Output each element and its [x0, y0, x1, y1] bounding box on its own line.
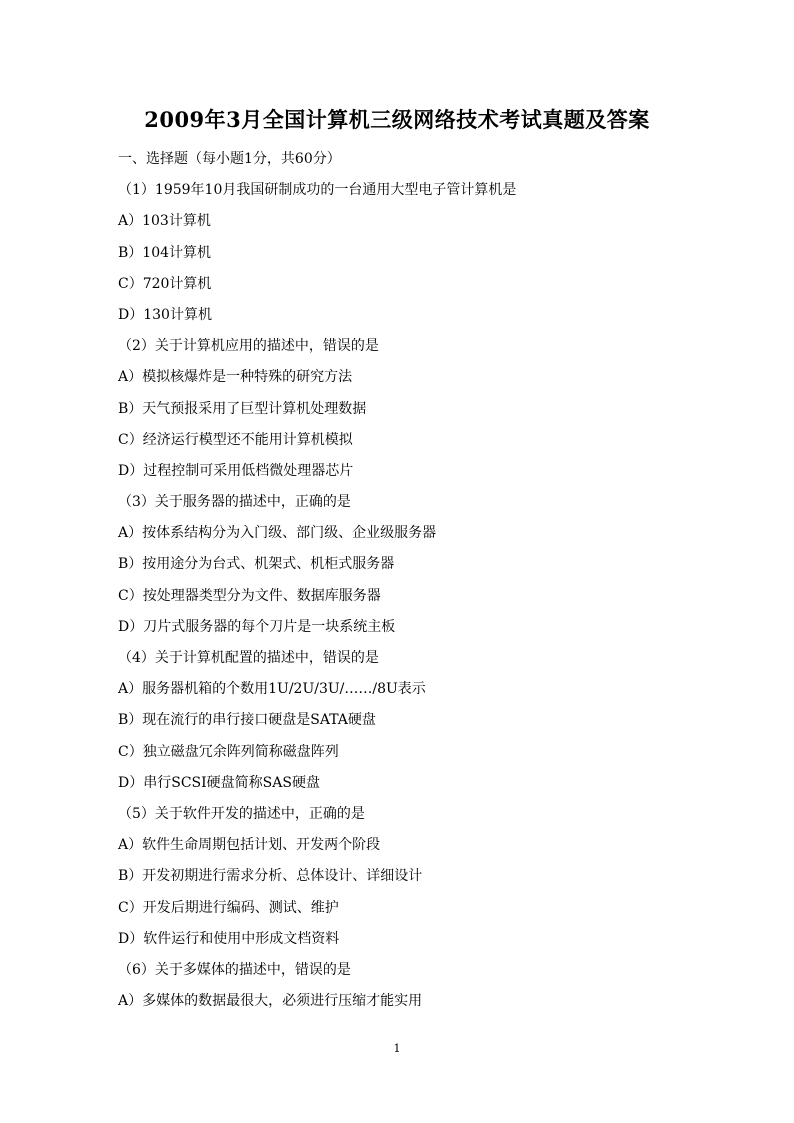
question-stem: （3）关于服务器的描述中，正确的是 — [118, 494, 351, 511]
answer-option: D）软件运行和使用中形成文档资料 — [118, 930, 340, 947]
answer-option: C）720计算机 — [118, 275, 212, 292]
answer-option: A）模拟核爆炸是一种特殊的研究方法 — [118, 369, 353, 386]
question-stem: （4）关于计算机配置的描述中，错误的是 — [118, 650, 379, 666]
answer-option: A）103计算机 — [118, 213, 211, 230]
answer-option: D）串行SCSI硬盘简称SAS硬盘 — [118, 774, 320, 791]
document-title: 2009年3月全国计算机三级网络技术考试真题及答案 — [144, 107, 650, 132]
question-list — [118, 144, 718, 1017]
answer-option: C）按处理器类型分为文件、数据库服务器 — [118, 587, 381, 604]
answer-option: C）独立磁盘冗余阵列简称磁盘阵列 — [118, 743, 339, 760]
section-heading: 一、选择题（每小题1分，共60分） — [118, 151, 341, 167]
question-stem: （5）关于软件开发的描述中，正确的是 — [118, 805, 365, 822]
answer-option: A）服务器机箱的个数用1U/2U/3U/……/8U表示 — [118, 681, 426, 698]
question-stem: （2）关于计算机应用的描述中，错误的是 — [118, 338, 379, 355]
page-number: 1 — [393, 1042, 401, 1055]
answer-option: A）软件生命周期包括计划、开发两个阶段 — [118, 837, 381, 854]
answer-option: B）按用途分为台式、机架式、机柜式服务器 — [118, 556, 395, 573]
answer-option: B）104计算机 — [118, 244, 212, 261]
answer-option: B）天气预报采用了巨型计算机处理数据 — [118, 400, 367, 417]
answer-option: A）按体系结构分为入门级、部门级、企业级服务器 — [118, 525, 437, 542]
answer-option: B）现在流行的串行接口硬盘是SATA硬盘 — [118, 712, 376, 729]
answer-option: B）开发初期进行需求分析、总体设计、详细设计 — [118, 868, 423, 885]
answer-option: A）多媒体的数据最很大，必须进行压缩才能实用 — [118, 993, 423, 1010]
question-stem: （1）1959年10月我国研制成功的一台通用大型电子管计算机是 — [118, 182, 517, 199]
answer-option: C）开发后期进行编码、测试、维护 — [118, 899, 339, 916]
answer-option: D）过程控制可采用低档微处理器芯片 — [118, 462, 354, 479]
answer-option: D）刀片式服务器的每个刀片是一块系统主板 — [118, 618, 396, 635]
answer-option: D）130计算机 — [118, 306, 212, 323]
answer-option: C）经济运行模型还不能用计算机模拟 — [118, 431, 353, 448]
question-stem: （6）关于多媒体的描述中，错误的是 — [118, 961, 351, 978]
